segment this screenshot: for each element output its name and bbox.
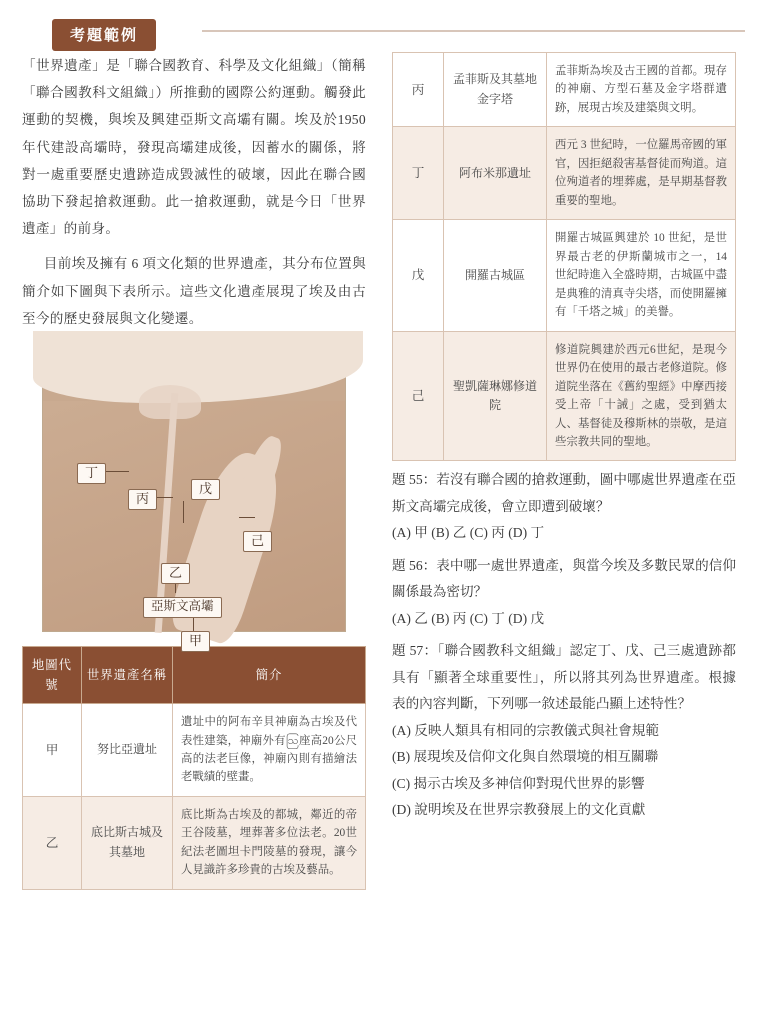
header-rule bbox=[202, 30, 745, 32]
map-leader-line bbox=[183, 501, 184, 523]
cell-code: 丙 bbox=[393, 53, 444, 127]
cell-code: 丁 bbox=[393, 127, 444, 220]
map-label-bing: 丙 bbox=[128, 489, 157, 510]
question-56-stem: 題 56：表中哪一處世界遺產，與當今埃及多數民眾的信仰關係最為密切？ bbox=[392, 557, 736, 600]
table-row bbox=[393, 53, 736, 127]
cell-name: 開羅古城區 bbox=[444, 220, 547, 331]
question-56-options: (A) 乙 (B) 丙 (C) 丁 (D) 戊 bbox=[392, 610, 545, 626]
left-column bbox=[22, 52, 366, 890]
table-row bbox=[23, 796, 366, 889]
heritage-table-right bbox=[392, 52, 736, 461]
cell-desc: 西元 3 世紀時，一位羅馬帝國的軍官，因拒絕殺害基督徒而殉道。這位殉道者的埋葬處，是早期基督教重要的聖地。 bbox=[547, 127, 736, 220]
map-label-aswan-dam: 亞斯文高壩 bbox=[143, 597, 222, 618]
table-row bbox=[393, 220, 736, 331]
egypt-map bbox=[42, 340, 346, 648]
page-header bbox=[52, 14, 745, 48]
table-header-row bbox=[23, 646, 366, 703]
paragraph-1: 「世界遺產」是「聯合國教育、科學及文化組織」（簡稱「聯合國教科文組織」）所推動的國際公約運動。觸發此運動的契機，與埃及興建亞斯文高壩有關。埃及於1950年代建設高壩時，發現高壩建成後，因蓄水的關係，將對一處重要歷史遺跡造成毀滅性的破壞，因此在聯合國協助下發起搶救運動。此一搶救運動，就是今日「世界遺產」的前身。 bbox=[22, 58, 366, 237]
map-label-jia: 甲 bbox=[181, 631, 210, 652]
cell-desc: 遺址中的阿布辛貝神廟為古埃及代表性建築，神廟外有ဩ座高20公尺高的法老巨像，神廟內則有描繪法老戰績的壁畫。 bbox=[173, 704, 366, 797]
heritage-table-left bbox=[22, 646, 366, 890]
question-57 bbox=[392, 638, 736, 824]
map-label-ding: 丁 bbox=[77, 463, 106, 484]
cell-desc: 開羅古城區興建於 10 世紀，是世界最古老的伊斯蘭城市之一，14 世紀時進入全盛時期，古城區中盡是典雅的清真寺尖塔，而使開羅擁有「千塔之城」的美譽。 bbox=[547, 220, 736, 331]
cell-code: 乙 bbox=[23, 796, 82, 889]
question-55-options: (A) 甲 (B) 乙 (C) 丙 (D) 丁 bbox=[392, 525, 545, 541]
map-leader-line bbox=[239, 517, 255, 518]
table-row bbox=[393, 127, 736, 220]
header-tag: 考題範例 bbox=[52, 19, 156, 51]
mediterranean-sea bbox=[33, 331, 363, 403]
question-57-option-a: (A) 反映人類具有相同的宗教儀式與社會規範 bbox=[392, 722, 659, 738]
cell-code: 甲 bbox=[23, 704, 82, 797]
cell-code: 己 bbox=[393, 331, 444, 461]
two-column-body bbox=[22, 52, 745, 890]
cell-name: 底比斯古城及其墓地 bbox=[82, 796, 173, 889]
cell-desc: 底比斯為古埃及的都城，鄰近的帝王谷陵墓，埋葬著多位法老。20世紀法老圖坦卡門陵墓的發現，讓今人見識許多珍貴的古埃及藝品。 bbox=[173, 796, 366, 889]
right-column bbox=[392, 52, 736, 890]
cell-name: 阿布米那遺址 bbox=[444, 127, 547, 220]
cell-name: 聖凱薩琳娜修道院 bbox=[444, 331, 547, 461]
question-57-stem: 題 57：「聯合國教科文組織」認定丁、戊、己三處遺跡都具有「顯著全球重要性」，所以將其列為世界遺產。根據表的內容判斷，下列哪一敘述最能凸顯上述特性？ bbox=[392, 643, 736, 712]
cell-code: 戊 bbox=[393, 220, 444, 331]
question-57-option-b: (B) 展現埃及信仰文化與自然環境的相互關聯 bbox=[392, 749, 659, 765]
paragraph-2: 目前埃及擁有 6 項文化類的世界遺產，其分布位置與簡介如下圖與下表所示。這些文化遺產展現了埃及由古至今的歷史發展與文化變遷。 bbox=[22, 256, 366, 326]
th-name: 世界遺產名稱 bbox=[82, 646, 173, 703]
question-57-option-c: (C) 揭示古埃及多神信仰對現代世界的影響 bbox=[392, 775, 645, 791]
cell-desc: 修道院興建於西元6世紀，是現今世界仍在使用的最古老修道院。修道院坐落在《舊約聖經》中摩西接受上帝「十誡」之處，受到猶太人、基督徒及穆斯林的崇敬，是這些宗教共同的聖地。 bbox=[547, 331, 736, 461]
table-row bbox=[23, 704, 366, 797]
table-row bbox=[393, 331, 736, 461]
th-code: 地圖代號 bbox=[23, 646, 82, 703]
question-57-option-d: (D) 說明埃及在世界宗教發展上的文化貢獻 bbox=[392, 802, 646, 818]
cell-name: 孟菲斯及其墓地金字塔 bbox=[444, 53, 547, 127]
map-label-wu: 戊 bbox=[191, 479, 220, 500]
question-55 bbox=[392, 467, 736, 547]
map-label-ji: 己 bbox=[243, 531, 272, 552]
map-label-yi: 乙 bbox=[161, 563, 190, 584]
question-55-stem: 題 55：若沒有聯合國的搶救運動，圖中哪處世界遺產在亞斯文高壩完成後，會立即遭到破壞？ bbox=[392, 472, 736, 514]
question-56 bbox=[392, 553, 736, 633]
th-desc: 簡介 bbox=[173, 646, 366, 703]
cell-name: 努比亞遺址 bbox=[82, 704, 173, 797]
cell-desc: 孟菲斯為埃及古王國的首都。現存的神廟、方型石墓及金字塔群遺跡，展現古埃及建築與文明。 bbox=[547, 53, 736, 127]
